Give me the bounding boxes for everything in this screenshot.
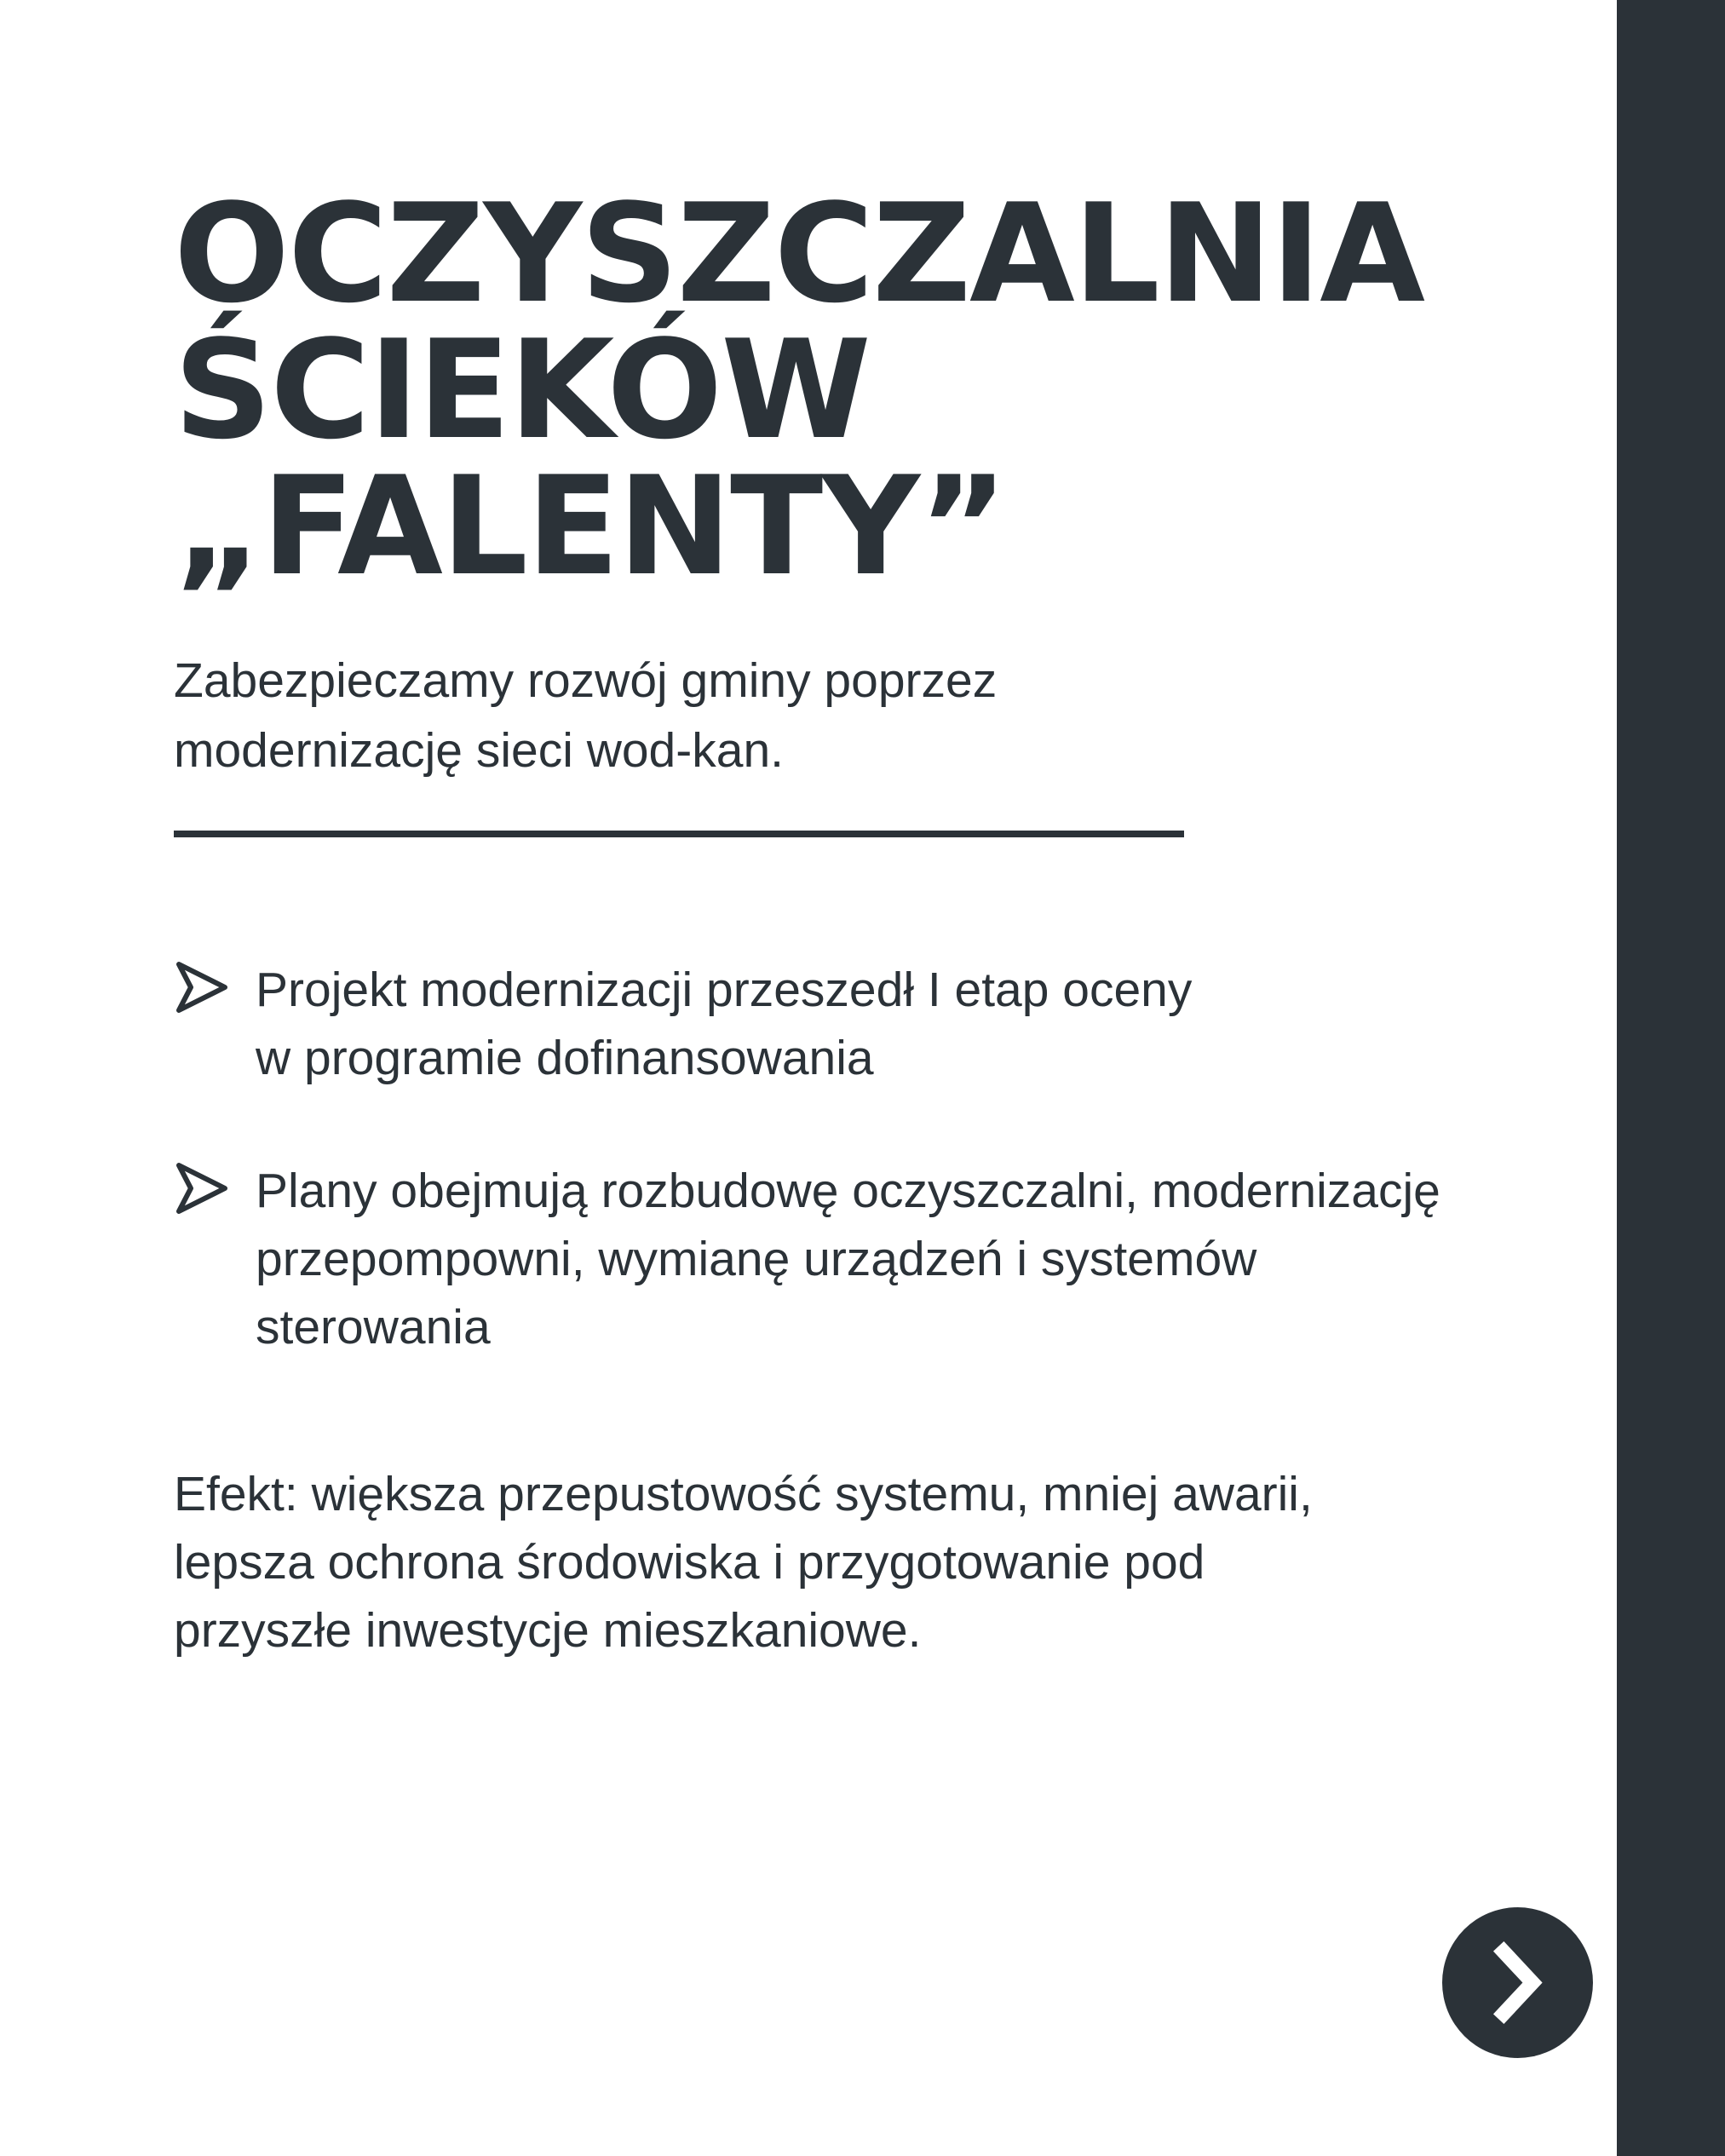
bullet-text bbox=[256, 1157, 1619, 1361]
effect-line: przyszłe inwestycje mieszkaniowe. bbox=[174, 1603, 922, 1658]
divider bbox=[174, 831, 1184, 837]
bullet-line: sterowania bbox=[256, 1300, 491, 1354]
bullet-line: w programie dofinansowania bbox=[256, 1031, 874, 1085]
page-title bbox=[174, 174, 1613, 606]
bullet-text bbox=[256, 956, 1619, 1092]
subtitle-line: modernizację sieci wod-kan. bbox=[174, 723, 784, 778]
subtitle-line: Zabezpieczamy rozwój gminy poprzez bbox=[174, 653, 998, 708]
next-button[interactable] bbox=[1442, 1907, 1593, 2058]
effect-line: Efekt: większa przepustowość systemu, mniej awarii, bbox=[174, 1467, 1313, 1521]
title-line: OCZYSZCZALNIA bbox=[174, 174, 1424, 333]
subtitle bbox=[174, 646, 1281, 785]
title-line: „FALENTY” bbox=[174, 446, 1007, 606]
title-line: ŚCIEKÓW bbox=[174, 310, 870, 469]
effect-line: lepsza ochrona środowiska i przygotowanie pod bbox=[174, 1535, 1205, 1590]
effect-paragraph bbox=[174, 1460, 1537, 1664]
side-accent-bar bbox=[1617, 0, 1725, 2156]
bullet-line: przepompowni, wymianę urządzeń i systemów bbox=[256, 1232, 1257, 1286]
bullet-line: Projekt modernizacji przeszedł I etap oceny bbox=[256, 963, 1193, 1017]
send-arrow-icon bbox=[174, 1160, 230, 1216]
bullet-line: Plany obejmują rozbudowę oczyszczalni, modernizację bbox=[256, 1164, 1440, 1218]
chevron-right-icon bbox=[1442, 1907, 1593, 2058]
send-arrow-icon bbox=[174, 959, 230, 1015]
